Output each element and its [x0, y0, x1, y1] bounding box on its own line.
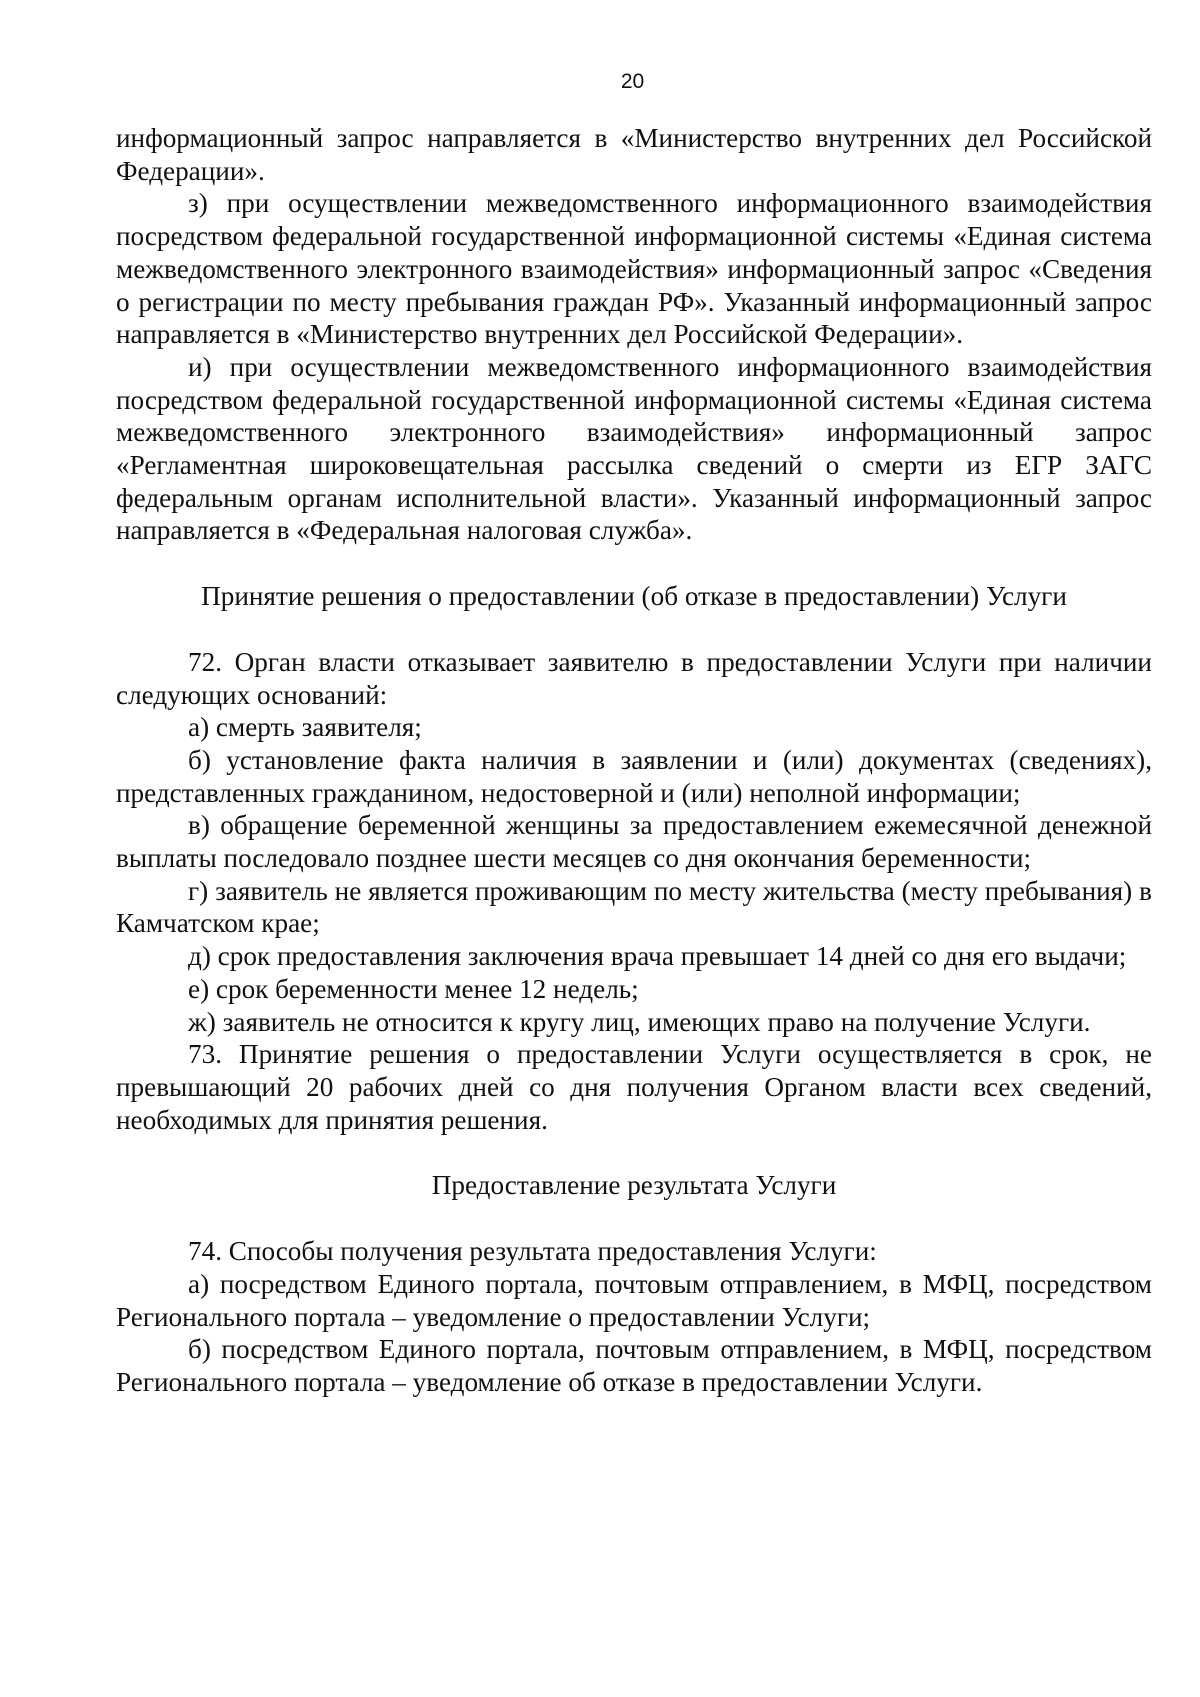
paragraph-74-b: б) посредством Единого портала, почтовым отправлением, в МФЦ, посредством Регионального портала – уведомление об отказе в предоставлении Услуги.	[116, 1334, 1152, 1397]
paragraph-72-e: е) срок беременности менее 12 недель;	[188, 973, 639, 1004]
page-number: 20	[620, 70, 645, 93]
paragraph-72-b: б) установление факта наличия в заявлении и (или) документах (сведениях), представленных гражданином, недостоверной и (или) неполной информации;	[116, 744, 1152, 808]
paragraph-item-z: з) при осуществлении межведомственного информационного взаимодействия посредством федеральной государственной информационной системы «Единая система межведомственного электронного взаимодействия» информационный запрос «Сведения о регистрации по месту пребывания граждан РФ». Указанный информационный запрос направляется в «Министерство внутренних дел Российской Федерации».	[116, 188, 1152, 350]
section-heading-decision: Принятие решения о предоставлении (об отказе в предоставлении) Услуги	[201, 581, 1067, 612]
section-heading-result: Предоставление результата Услуги	[431, 1170, 837, 1201]
paragraph-73: 73. Принятие решения о предоставлении Услуги осуществляется в срок, не превышающий 20 рабочих дней со дня получения Органом власти всех сведений, необходимых для принятия решения.	[116, 1039, 1152, 1135]
paragraph-72-v: в) обращение беременной женщины за предоставлением ежемесячной денежной выплаты последовало позднее шести месяцев со дня окончания беременности;	[116, 810, 1152, 874]
paragraph-72-a: а) смерть заявителя;	[188, 712, 422, 743]
paragraph-continuation: информационный запрос направляется в «Министерство внутренних дел Российской Федерации».	[116, 123, 1152, 186]
paragraph-74-a: а) посредством Единого портала, почтовым отправлением, в МФЦ, посредством Регионального портала – уведомление о предоставлении Услуги;	[116, 1268, 1152, 1332]
paragraph-72-g: г) заявитель не является проживающим по месту жительства (месту пребывания) в Камчатском крае;	[116, 875, 1152, 939]
paragraph-item-i: и) при осуществлении межведомственного информационного взаимодействия посредством федеральной государственной информационной системы «Единая система межведомственного электронного взаимодействия» информационный запрос «Регламентная широковещательная рассылка сведений о смерти из ЕГР ЗАГС федеральным органам исполнительной власти». Указанный информационный запрос направляется в «Федеральная налоговая служба».	[116, 351, 1152, 546]
paragraph-72-d: д) срок предоставления заключения врача превышает 14 дней со дня его выдачи;	[188, 941, 1127, 972]
document-body	[116, 122, 1152, 1399]
paragraph-72-zh: ж) заявитель не относится к кругу лиц, имеющих право на получение Услуги.	[188, 1006, 1091, 1037]
paragraph-74: 74. Способы получения результата предоставления Услуги:	[188, 1236, 877, 1267]
paragraph-72: 72. Орган власти отказывает заявителю в предоставлении Услуги при наличии следующих оснований:	[116, 646, 1152, 710]
